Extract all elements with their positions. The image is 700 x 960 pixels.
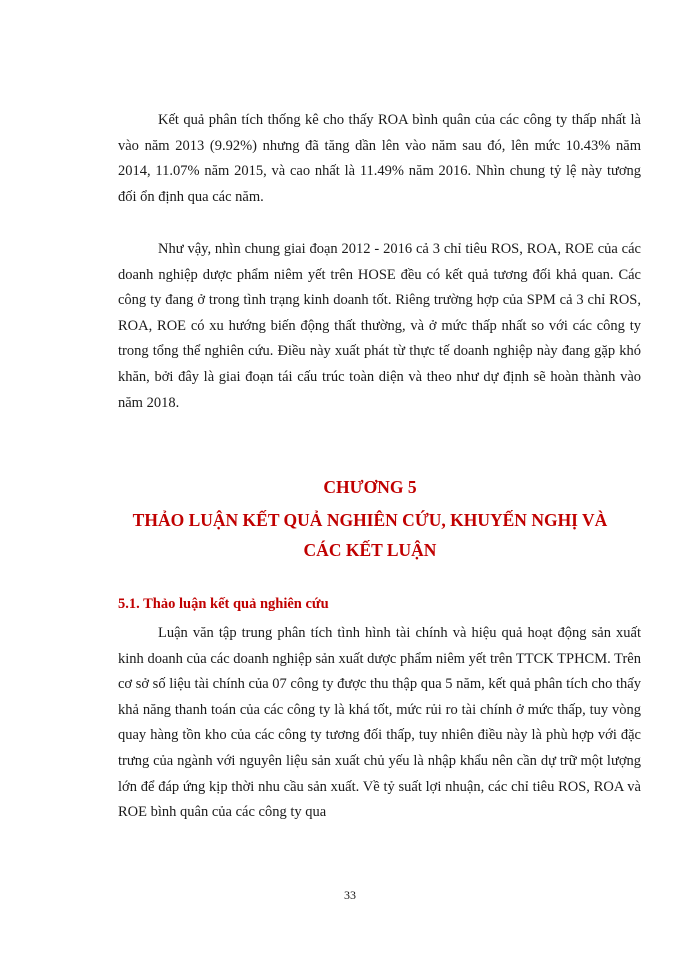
- section-heading: 5.1. Thảo luận kết quả nghiên cứu: [118, 596, 329, 612]
- chapter-title-line-2: CÁC KẾT LUẬN: [303, 540, 437, 560]
- paragraph-overall-summary: [118, 237, 641, 416]
- paragraph-roa-summary: [118, 108, 641, 210]
- paragraph-text: Như vậy, nhìn chung giai đoạn 2012 - 2016 cả 3 chỉ tiêu ROS, ROA, ROE của các doanh nghiệp dược phẩm niêm yết trên HOSE đều có kết quả tương đối khả quan. Các công ty đang ở trong tình trạng kinh doanh tốt. Riêng trường hợp của SPM cả 3 chỉ ROS, ROA, ROE có xu hướng biến động thất thường, và ở mức thấp nhất so với các công ty trong tổng thể nghiên cứu. Điều này xuất phát từ thực tế doanh nghiệp này đang gặp khó khăn, bởi đây là giai đoạn tái cấu trúc toàn diện và theo như dự định sẽ hoàn thành vào năm 2018.: [118, 241, 641, 411]
- page-number: 33: [344, 888, 356, 902]
- paragraph-text: Luận văn tập trung phân tích tình hình tài chính và hiệu quả hoạt động sản xuất kinh doanh của các doanh nghiệp sản xuất dược phẩm niêm yết trên TTCK TPHCM. Trên cơ sở số liệu tài chính của 07 công ty được thu thập qua 5 năm, kết quả phân tích cho thấy khả năng thanh toán của các công ty là khá tốt, mức rủi ro tài chính ở mức thấp, tuy vòng quay hàng tồn kho của các công ty tương đối thấp, tuy nhiên điều này là phù hợp với đặc trưng của ngành với nguyên liệu sản xuất chủ yếu là nhập khẩu nên cần dự trữ một lượng lớn để đáp ứng kịp thời nhu cầu sản xuất. Về tỷ suất lợi nhuận, các chỉ tiêu ROS, ROA và ROE bình quân của các công ty qua: [118, 625, 641, 821]
- paragraph-discussion: [118, 621, 641, 826]
- chapter-number: CHƯƠNG 5: [323, 477, 417, 497]
- chapter-title-line-1: THẢO LUẬN KẾT QUẢ NGHIÊN CỨU, KHUYẾN NGHỊ VÀ: [132, 510, 608, 530]
- paragraph-text: Kết quả phân tích thống kê cho thấy ROA bình quân của các công ty thấp nhất là vào năm 2013 (9.92%) nhưng đã tăng dần lên vào năm sau đó, lên mức 10.43% năm 2014, 11.07% năm 2015, và cao nhất là 11.49% năm 2016. Nhìn chung tỷ lệ này tương đối ổn định qua các năm.: [118, 112, 641, 205]
